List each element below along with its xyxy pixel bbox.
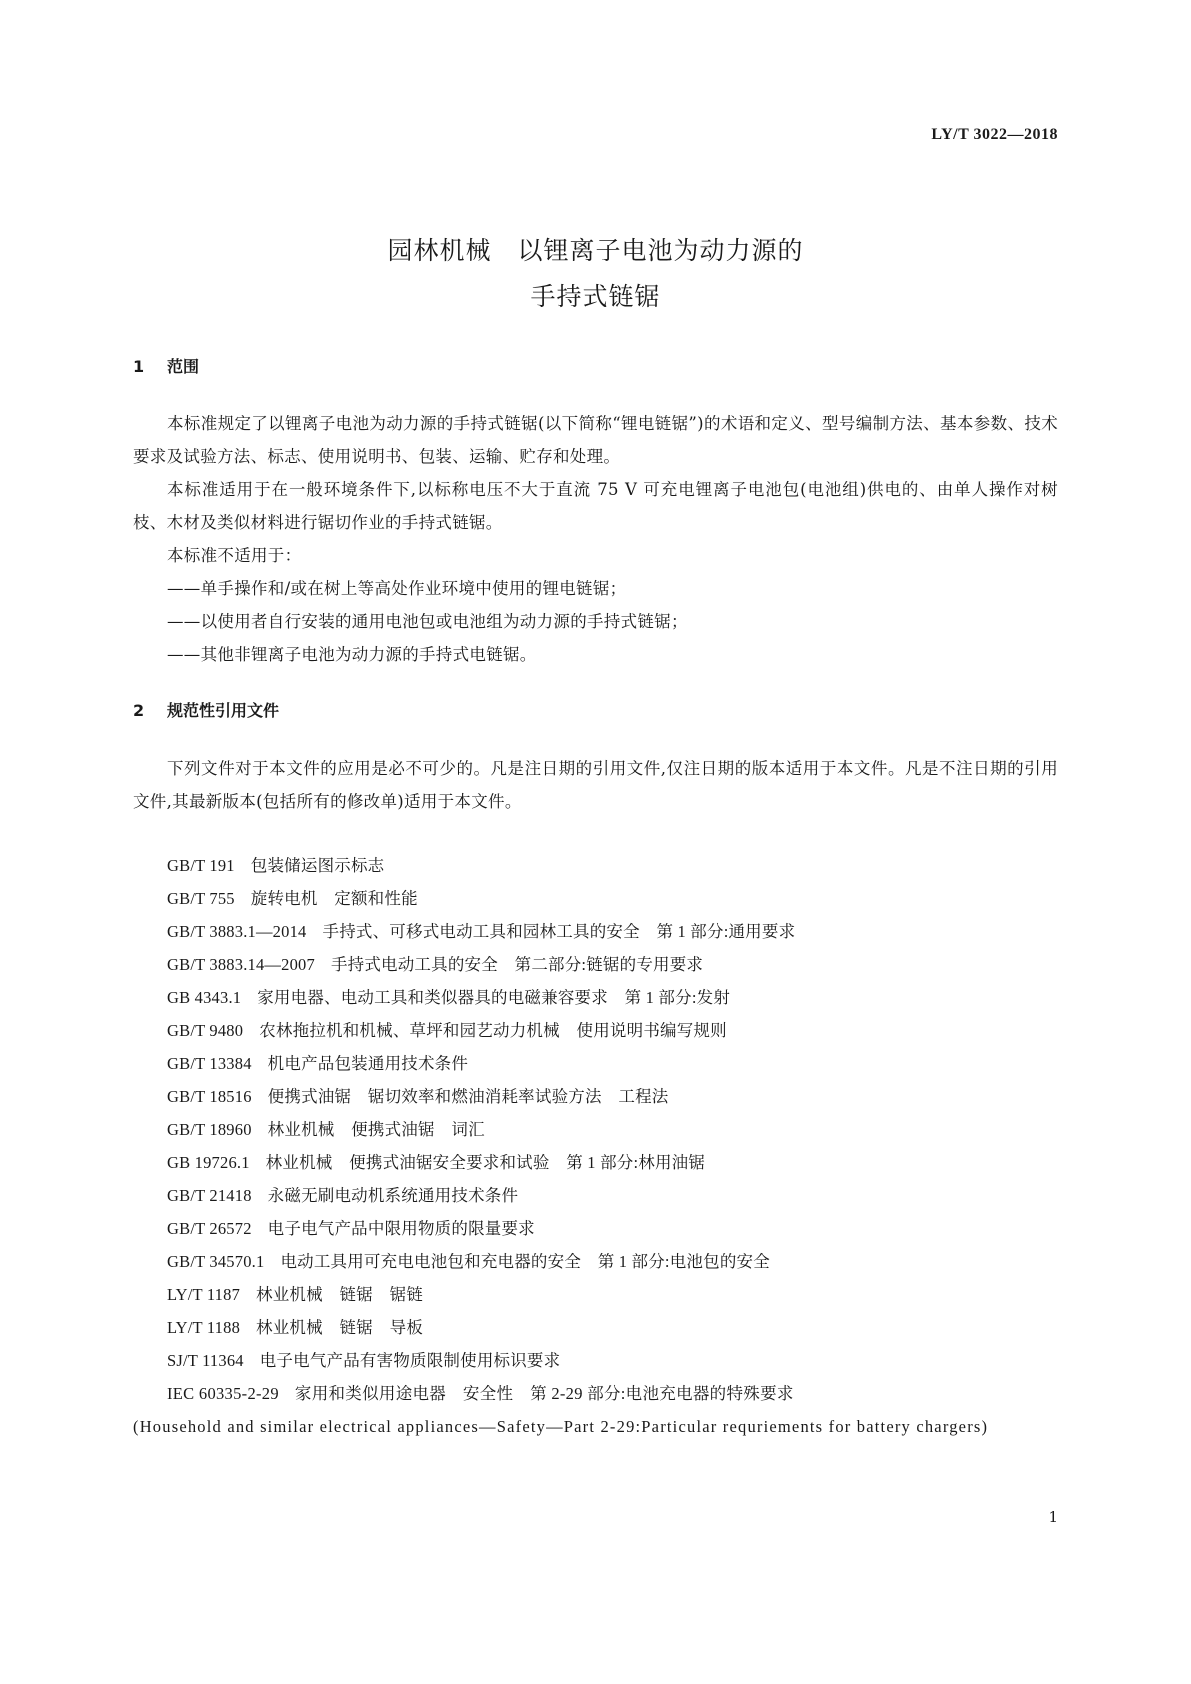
reference-item: GB/T 3883.14—2007 手持式电动工具的安全 第二部分:链锯的专用要求 — [167, 955, 704, 974]
title-line-2: 手持式链锯 — [530, 282, 661, 311]
reference-item: LY/T 1187 林业机械 链锯 锯链 — [167, 1285, 424, 1304]
reference-item: GB/T 3883.1—2014 手持式、可移式电动工具和园林工具的安全 第 1 部分:通用要求 — [167, 922, 796, 941]
reference-list — [133, 849, 1058, 1443]
reference-item: GB/T 18960 林业机械 便携式油锯 词汇 — [167, 1120, 485, 1139]
reference-item: GB/T 21418 永磁无刷电动机系统通用技术条件 — [167, 1186, 519, 1205]
reference-item: SJ/T 11364 电子电气产品有害物质限制使用标识要求 — [167, 1351, 561, 1370]
reference-item: GB/T 755 旋转电机 定额和性能 — [167, 889, 418, 908]
section-2-intro: 下列文件对于本文件的应用是必不可少的。凡是注日期的引用文件,仅注日期的版本适用于本文件。凡是不注日期的引用文件,其最新版本(包括所有的修改单)适用于本文件。 — [133, 759, 1058, 811]
page-number: 1 — [1048, 1508, 1058, 1526]
reference-item: GB/T 34570.1 电动工具用可充电电池包和充电器的安全 第 1 部分:电池包的安全 — [167, 1252, 770, 1271]
reference-item: GB/T 191 包装储运图示标志 — [167, 856, 385, 875]
reference-item: GB 19726.1 林业机械 便携式油锯安全要求和试验 第 1 部分:林用油锯 — [167, 1153, 706, 1172]
list-item: ——以使用者自行安装的通用电池包或电池组为动力源的手持式链锯； — [167, 612, 688, 631]
section-2-heading — [133, 698, 279, 721]
list-item: ——单手操作和/或在树上等高处作业环境中使用的锂电链锯； — [167, 579, 627, 598]
reference-item: GB/T 18516 便携式油锯 锯切效率和燃油消耗率试验方法 工程法 — [167, 1087, 669, 1106]
document-title — [0, 228, 1191, 320]
section-2-title: 规范性引用文件 — [167, 701, 280, 720]
section-1-number: 1 — [133, 357, 145, 376]
section-1-paragraph-3: 本标准不适用于： — [167, 546, 302, 565]
section-2-number: 2 — [133, 701, 145, 720]
list-item: ——其他非锂离子电池为动力源的手持式电链锯。 — [167, 645, 537, 664]
reference-item: GB/T 26572 电子电气产品中限用物质的限量要求 — [167, 1219, 535, 1238]
reference-english-title: (Household and similar electrical appliances—Safety—Part 2-29:Particular requriements for battery chargers) — [133, 1417, 989, 1436]
title-line-1: 园林机械 以锂离子电池为动力源的 — [387, 236, 804, 265]
reference-item-iec: IEC 60335-2-29 家用和类似用途电器 安全性 第 2-29 部分:电池充电器的特殊要求 (Household and similar electrical appliances—Safety—Part 2-29:Particular requriements for battery chargers) — [133, 1377, 1058, 1443]
section-1-paragraph-2: 本标准适用于在一般环境条件下,以标称电压不大于直流 75 V 可充电锂离子电池包(电池组)供电的、由单人操作对树枝、木材及类似材料进行锯切作业的手持式链锯。 — [133, 480, 1058, 532]
reference-item: GB/T 13384 机电产品包装通用技术条件 — [167, 1054, 469, 1073]
section-1-paragraph-1: 本标准规定了以锂离子电池为动力源的手持式链锯(以下简称“锂电链锯”)的术语和定义、型号编制方法、基本参数、技术要求及试验方法、标志、使用说明书、包装、运输、贮存和处理。 — [133, 414, 1058, 466]
section-1-title: 范围 — [167, 357, 200, 376]
section-1-heading — [133, 354, 199, 377]
reference-item: GB/T 9480 农林拖拉机和机械、草坪和园艺动力机械 使用说明书编写规则 — [167, 1021, 727, 1040]
standard-code: LY/T 3022—2018 — [931, 126, 1058, 143]
reference-item: LY/T 1188 林业机械 链锯 导板 — [167, 1318, 424, 1337]
reference-item: GB 4343.1 家用电器、电动工具和类似器具的电磁兼容要求 第 1 部分:发射 — [167, 988, 731, 1007]
